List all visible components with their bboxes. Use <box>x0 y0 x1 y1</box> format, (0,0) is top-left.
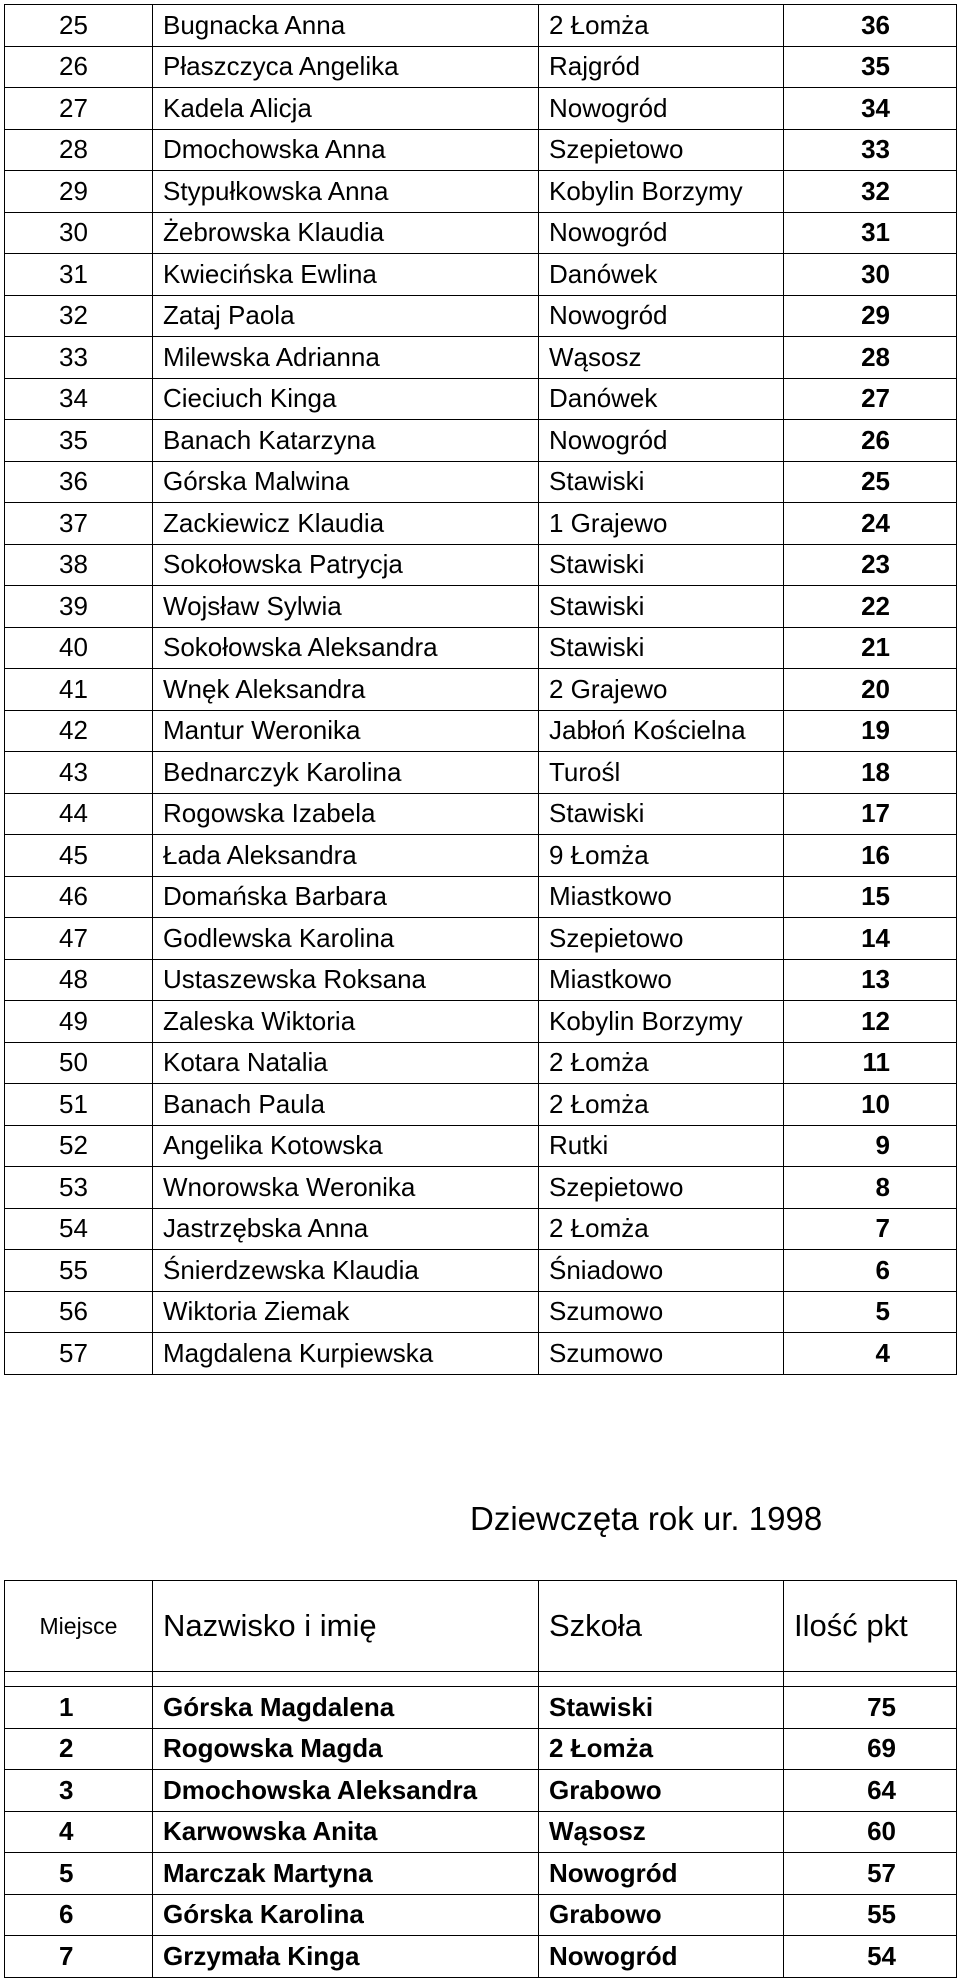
cell-place: 31 <box>5 254 153 296</box>
cell-place: 50 <box>5 1042 153 1084</box>
cell-school: 2 Łomża <box>539 1208 784 1250</box>
table-row <box>5 461 957 503</box>
cell-points: 17 <box>784 793 957 835</box>
table-row <box>5 1853 957 1895</box>
cell-name: Kwiecińska Ewlina <box>153 254 539 296</box>
cell-name: Wnorowska Weronika <box>153 1167 539 1209</box>
table-row <box>5 669 957 711</box>
table-row <box>5 1084 957 1126</box>
cell-points: 8 <box>784 1167 957 1209</box>
cell-place: 49 <box>5 1001 153 1043</box>
cell-place: 45 <box>5 835 153 877</box>
cell-school: 2 Łomża <box>539 5 784 47</box>
table-row <box>5 254 957 296</box>
cell-points: 29 <box>784 295 957 337</box>
cell-school: 2 Łomża <box>539 1728 784 1770</box>
cell-points: 14 <box>784 918 957 960</box>
cell-name: Domańska Barbara <box>153 876 539 918</box>
table-row <box>5 1811 957 1853</box>
results-table-body <box>5 5 957 1375</box>
cell-points: 31 <box>784 212 957 254</box>
cell-name: Zaleska Wiktoria <box>153 1001 539 1043</box>
results-table <box>4 4 957 1375</box>
cell-place: 44 <box>5 793 153 835</box>
cell-points: 6 <box>784 1250 957 1292</box>
table-row <box>5 503 957 545</box>
cell-points: 19 <box>784 710 957 752</box>
cell-place: 38 <box>5 544 153 586</box>
cell-school: Nowogród <box>539 1853 784 1895</box>
cell-place: 46 <box>5 876 153 918</box>
table-row <box>5 710 957 752</box>
cell-place: 56 <box>5 1291 153 1333</box>
spacer-cell <box>5 1672 153 1687</box>
cell-school: Rajgród <box>539 46 784 88</box>
table-row <box>5 959 957 1001</box>
cell-points: 33 <box>784 129 957 171</box>
cell-place: 3 <box>5 1770 153 1812</box>
cell-name: Zackiewicz Klaudia <box>153 503 539 545</box>
cell-name: Zataj Paola <box>153 295 539 337</box>
table-row <box>5 1167 957 1209</box>
cell-points: 28 <box>784 337 957 379</box>
cell-points: 69 <box>784 1728 957 1770</box>
cell-points: 16 <box>784 835 957 877</box>
cell-name: Górska Magdalena <box>153 1687 539 1729</box>
spacer-cell <box>539 1672 784 1687</box>
cell-place: 6 <box>5 1894 153 1936</box>
cell-place: 5 <box>5 1853 153 1895</box>
cell-points: 54 <box>784 1936 957 1978</box>
results-1998-table <box>4 1580 957 1978</box>
cell-points: 55 <box>784 1894 957 1936</box>
table-row <box>5 876 957 918</box>
cell-points: 36 <box>784 5 957 47</box>
cell-points: 9 <box>784 1125 957 1167</box>
table-row <box>5 1936 957 1978</box>
table-row <box>5 171 957 213</box>
cell-school: Szepietowo <box>539 129 784 171</box>
cell-place: 7 <box>5 1936 153 1978</box>
cell-school: Nowogród <box>539 295 784 337</box>
cell-school: Danówek <box>539 254 784 296</box>
cell-school: Rutki <box>539 1125 784 1167</box>
cell-place: 2 <box>5 1728 153 1770</box>
cell-place: 51 <box>5 1084 153 1126</box>
cell-school: 9 Łomża <box>539 835 784 877</box>
table-row <box>5 295 957 337</box>
cell-points: 25 <box>784 461 957 503</box>
section-title: Dziewczęta rok ur. 1998 <box>470 1500 823 1537</box>
table-row <box>5 420 957 462</box>
table-row <box>5 544 957 586</box>
cell-name: Godlewska Karolina <box>153 918 539 960</box>
cell-place: 47 <box>5 918 153 960</box>
cell-points: 22 <box>784 586 957 628</box>
cell-place: 48 <box>5 959 153 1001</box>
cell-place: 40 <box>5 627 153 669</box>
cell-name: Grzymała Kinga <box>153 1936 539 1978</box>
cell-points: 20 <box>784 669 957 711</box>
cell-place: 4 <box>5 1811 153 1853</box>
cell-place: 37 <box>5 503 153 545</box>
cell-points: 26 <box>784 420 957 462</box>
cell-school: Wąsosz <box>539 1811 784 1853</box>
spacer-cell <box>153 1672 539 1687</box>
table-row <box>5 1728 957 1770</box>
table-row <box>5 129 957 171</box>
cell-name: Angelika Kotowska <box>153 1125 539 1167</box>
cell-school: Szepietowo <box>539 918 784 960</box>
cell-name: Jastrzębska Anna <box>153 1208 539 1250</box>
spacer-cell <box>784 1672 957 1687</box>
cell-place: 28 <box>5 129 153 171</box>
cell-school: 2 Łomża <box>539 1042 784 1084</box>
table-row <box>5 1250 957 1292</box>
cell-school: Kobylin Borzymy <box>539 1001 784 1043</box>
cell-school: Stawiski <box>539 627 784 669</box>
cell-name: Bednarczyk Karolina <box>153 752 539 794</box>
cell-name: Łada Aleksandra <box>153 835 539 877</box>
table-row <box>5 918 957 960</box>
cell-name: Kotara Natalia <box>153 1042 539 1084</box>
cell-place: 35 <box>5 420 153 462</box>
cell-name: Magdalena Kurpiewska <box>153 1333 539 1375</box>
cell-school: Nowogród <box>539 88 784 130</box>
table-row <box>5 1042 957 1084</box>
cell-name: Banach Paula <box>153 1084 539 1126</box>
cell-school: 1 Grajewo <box>539 503 784 545</box>
cell-place: 33 <box>5 337 153 379</box>
cell-school: Stawiski <box>539 544 784 586</box>
cell-school: Śniadowo <box>539 1250 784 1292</box>
cell-points: 34 <box>784 88 957 130</box>
cell-school: Nowogród <box>539 1936 784 1978</box>
cell-points: 24 <box>784 503 957 545</box>
table-row <box>5 835 957 877</box>
cell-school: Danówek <box>539 378 784 420</box>
cell-place: 55 <box>5 1250 153 1292</box>
cell-school: Nowogród <box>539 212 784 254</box>
table-row <box>5 212 957 254</box>
cell-points: 27 <box>784 378 957 420</box>
cell-school: Stawiski <box>539 1687 784 1729</box>
cell-place: 30 <box>5 212 153 254</box>
cell-name: Wiktoria Ziemak <box>153 1291 539 1333</box>
cell-school: Miastkowo <box>539 959 784 1001</box>
table-row <box>5 1291 957 1333</box>
cell-points: 5 <box>784 1291 957 1333</box>
cell-place: 1 <box>5 1687 153 1729</box>
cell-school: Wąsosz <box>539 337 784 379</box>
cell-points: 21 <box>784 627 957 669</box>
cell-points: 7 <box>784 1208 957 1250</box>
cell-points: 15 <box>784 876 957 918</box>
cell-points: 23 <box>784 544 957 586</box>
cell-name: Dmochowska Anna <box>153 129 539 171</box>
cell-place: 57 <box>5 1333 153 1375</box>
cell-place: 41 <box>5 669 153 711</box>
table-row <box>5 1125 957 1167</box>
cell-name: Ustaszewska Roksana <box>153 959 539 1001</box>
cell-school: Stawiski <box>539 461 784 503</box>
cell-points: 35 <box>784 46 957 88</box>
cell-school: Jabłoń Kościelna <box>539 710 784 752</box>
cell-school: Stawiski <box>539 793 784 835</box>
table-row <box>5 1770 957 1812</box>
table-row <box>5 1894 957 1936</box>
table-row <box>5 586 957 628</box>
cell-school: Stawiski <box>539 586 784 628</box>
cell-points: 12 <box>784 1001 957 1043</box>
table-row <box>5 1208 957 1250</box>
results-1998-table-body <box>5 1687 957 1978</box>
cell-points: 11 <box>784 1042 957 1084</box>
cell-school: Turośl <box>539 752 784 794</box>
table-row <box>5 627 957 669</box>
cell-place: 27 <box>5 88 153 130</box>
cell-name: Kadela Alicja <box>153 88 539 130</box>
cell-school: Kobylin Borzymy <box>539 171 784 213</box>
header-place: Miejsce <box>5 1581 153 1672</box>
cell-points: 30 <box>784 254 957 296</box>
cell-name: Marczak Martyna <box>153 1853 539 1895</box>
cell-place: 52 <box>5 1125 153 1167</box>
header-name: Nazwisko i imię <box>153 1581 539 1672</box>
table-row <box>5 378 957 420</box>
cell-name: Żebrowska Klaudia <box>153 212 539 254</box>
table-row <box>5 46 957 88</box>
cell-place: 25 <box>5 5 153 47</box>
table-row <box>5 1333 957 1375</box>
cell-points: 64 <box>784 1770 957 1812</box>
spacer-row <box>5 1672 957 1687</box>
cell-points: 4 <box>784 1333 957 1375</box>
table-row <box>5 1687 957 1729</box>
cell-points: 10 <box>784 1084 957 1126</box>
table-row <box>5 88 957 130</box>
cell-points: 57 <box>784 1853 957 1895</box>
cell-place: 53 <box>5 1167 153 1209</box>
cell-name: Płaszczyca Angelika <box>153 46 539 88</box>
cell-school: Szepietowo <box>539 1167 784 1209</box>
cell-school: Grabowo <box>539 1894 784 1936</box>
table-row <box>5 793 957 835</box>
cell-name: Wojsław Sylwia <box>153 586 539 628</box>
cell-name: Karwowska Anita <box>153 1811 539 1853</box>
cell-place: 26 <box>5 46 153 88</box>
cell-points: 32 <box>784 171 957 213</box>
cell-name: Sokołowska Aleksandra <box>153 627 539 669</box>
cell-school: 2 Łomża <box>539 1084 784 1126</box>
cell-name: Górska Malwina <box>153 461 539 503</box>
cell-name: Banach Katarzyna <box>153 420 539 462</box>
cell-school: Szumowo <box>539 1291 784 1333</box>
cell-name: Dmochowska Aleksandra <box>153 1770 539 1812</box>
cell-place: 54 <box>5 1208 153 1250</box>
cell-name: Milewska Adrianna <box>153 337 539 379</box>
cell-points: 60 <box>784 1811 957 1853</box>
cell-points: 75 <box>784 1687 957 1729</box>
table-row <box>5 337 957 379</box>
cell-name: Wnęk Aleksandra <box>153 669 539 711</box>
cell-place: 42 <box>5 710 153 752</box>
cell-place: 34 <box>5 378 153 420</box>
cell-name: Rogowska Izabela <box>153 793 539 835</box>
cell-points: 18 <box>784 752 957 794</box>
cell-name: Cieciuch Kinga <box>153 378 539 420</box>
cell-school: 2 Grajewo <box>539 669 784 711</box>
cell-school: Szumowo <box>539 1333 784 1375</box>
cell-place: 32 <box>5 295 153 337</box>
header-row <box>5 1581 957 1672</box>
cell-name: Rogowska Magda <box>153 1728 539 1770</box>
cell-place: 36 <box>5 461 153 503</box>
cell-place: 39 <box>5 586 153 628</box>
cell-school: Nowogród <box>539 420 784 462</box>
cell-place: 43 <box>5 752 153 794</box>
cell-name: Sokołowska Patrycja <box>153 544 539 586</box>
cell-points: 13 <box>784 959 957 1001</box>
table-row <box>5 752 957 794</box>
header-points: Ilość pkt <box>784 1581 957 1672</box>
cell-school: Grabowo <box>539 1770 784 1812</box>
cell-name: Bugnacka Anna <box>153 5 539 47</box>
cell-name: Stypułkowska Anna <box>153 171 539 213</box>
cell-name: Śnierdzewska Klaudia <box>153 1250 539 1292</box>
table-row <box>5 5 957 47</box>
cell-name: Mantur Weronika <box>153 710 539 752</box>
cell-place: 29 <box>5 171 153 213</box>
cell-school: Miastkowo <box>539 876 784 918</box>
cell-name: Górska Karolina <box>153 1894 539 1936</box>
header-school: Szkoła <box>539 1581 784 1672</box>
table-row <box>5 1001 957 1043</box>
